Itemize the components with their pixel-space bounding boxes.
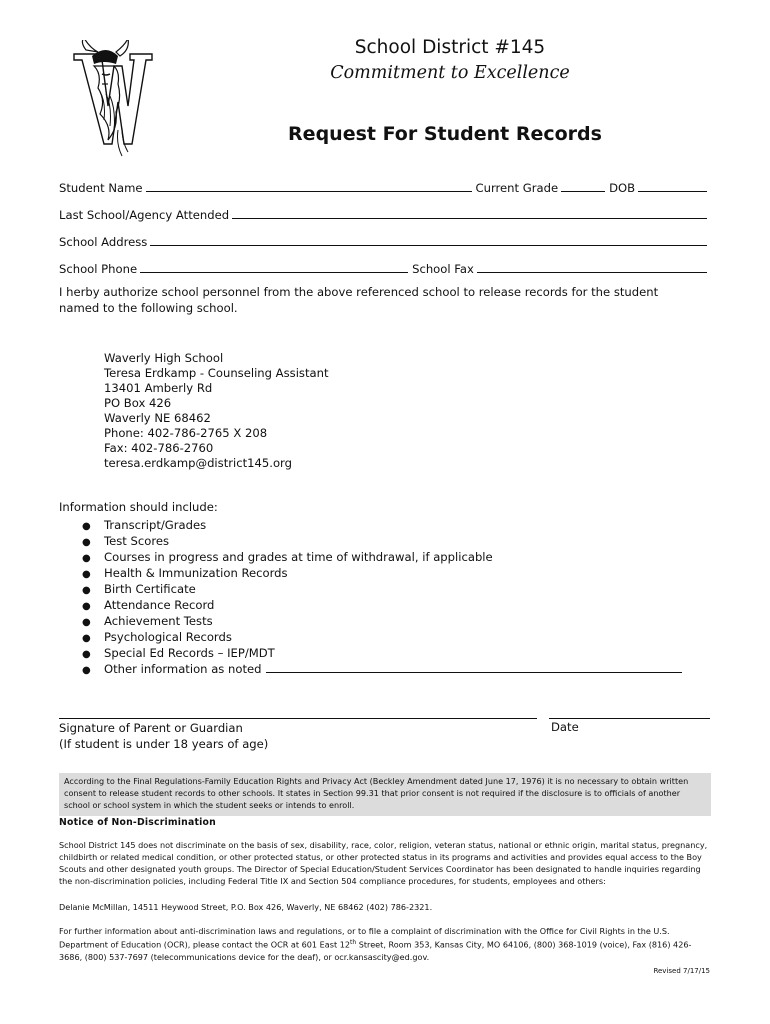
- signature-field[interactable]: [59, 718, 537, 719]
- bullet-icon: ●: [82, 585, 91, 596]
- dob-label: DOB: [609, 181, 636, 195]
- authorization-statement: I herby authorize school personnel from the above referenced school to release records for the student named to the following school.: [59, 285, 659, 315]
- list-item: ● Birth Certificate: [82, 582, 196, 596]
- recipient-address: [104, 351, 329, 471]
- school-address-field[interactable]: [150, 244, 707, 246]
- recipient-fax: Fax: 402-786-2760: [104, 441, 214, 455]
- bullet-icon: ●: [82, 649, 91, 660]
- bullet-icon: ●: [82, 633, 91, 644]
- signature-label-block: [59, 720, 268, 752]
- school-address-row: [59, 229, 711, 249]
- nondiscrimination-heading: Notice of Non-Discrimination: [59, 817, 216, 828]
- list-item: ● Other information as noted: [82, 660, 682, 676]
- bullet-icon: ●: [82, 521, 91, 532]
- bullet-icon: ●: [82, 553, 91, 564]
- nondiscrimination-body: School District 145 does not discriminate on the basis of sex, disability, race, color, religion, veteran status, national or ethnic origin, marital status, pregnancy, childbirth or related medical condition, or other protected status, or other protected status in its programs and activities and provides equal access to the Boy Scouts and other designated youth groups. The Director of Special Education/Student Services Coordinator has been designated to handle inquiries regarding the non-discrimination policies, including Federal Title IX and Section 504 compliance procedures, for students, employees and others:: [59, 840, 708, 886]
- date-field[interactable]: [549, 718, 710, 719]
- school-fax-field[interactable]: [477, 271, 707, 273]
- student-name-label: Student Name: [59, 181, 143, 195]
- recipient-school: Waverly High School: [104, 351, 224, 365]
- recipient-street: 13401 Amberly Rd: [104, 381, 213, 395]
- signature-note: (If student is under 18 years of age): [59, 737, 269, 751]
- viking-w-logo-icon: [72, 40, 154, 158]
- school-address-label: School Address: [59, 235, 148, 249]
- signature-label: Signature of Parent or Guardian: [59, 721, 243, 735]
- school-phone-field[interactable]: [140, 271, 408, 273]
- list-item: ● Special Ed Records – IEP/MDT: [82, 646, 275, 660]
- recipient-po-box: PO Box 426: [104, 396, 172, 410]
- info-heading: Information should include:: [59, 500, 218, 514]
- list-item: ● Health & Immunization Records: [82, 566, 288, 580]
- other-info-field[interactable]: [266, 671, 682, 673]
- revision-date: Revised 7/17/15: [653, 967, 710, 975]
- ocr-information: For further information about anti-discrimination laws and regulations, or to file a complaint of discrimination with the Office for Civil Rights in the U.S. Department of Education (OCR), please contact the OCR at 601 East 12th Street, Room 353, Kansas City, MO 64106, (800) 368-1019 (voice), Fax (816) 426-3686, (800) 537-7697 (telecommunications device for the deaf), or ocr.kansascity@ed.gov.: [59, 926, 692, 962]
- recipient-phone: Phone: 402-786-2765 X 208: [104, 426, 268, 440]
- school-phone-fax-row: [59, 256, 711, 276]
- last-school-label: Last School/Agency Attended: [59, 208, 230, 222]
- list-item: ● Test Scores: [82, 534, 170, 548]
- info-list: [82, 516, 682, 676]
- bullet-icon: ●: [82, 569, 91, 580]
- current-grade-field[interactable]: [561, 190, 605, 192]
- date-label: Date: [551, 720, 579, 734]
- dob-field[interactable]: [638, 190, 707, 192]
- district-motto: Commitment to Excellence: [330, 63, 570, 83]
- last-school-row: [59, 202, 711, 222]
- school-fax-label: School Fax: [412, 262, 474, 276]
- recipient-contact: Teresa Erdkamp - Counseling Assistant: [104, 366, 329, 380]
- district-name: School District #145: [354, 37, 546, 58]
- bullet-icon: ●: [82, 665, 91, 676]
- form-title: Request For Student Records: [288, 123, 602, 145]
- list-item: ● Achievement Tests: [82, 614, 213, 628]
- bullet-icon: ●: [82, 601, 91, 612]
- list-item: ● Courses in progress and grades at time of withdrawal, if applicable: [82, 550, 493, 564]
- student-info-row: [59, 175, 711, 195]
- list-item: ● Transcript/Grades: [82, 518, 207, 532]
- current-grade-label: Current Grade: [475, 181, 559, 195]
- list-item: ● Psychological Records: [82, 630, 232, 644]
- school-phone-label: School Phone: [59, 262, 138, 276]
- recipient-city: Waverly NE 68462: [104, 411, 211, 425]
- bullet-icon: ●: [82, 537, 91, 548]
- coordinator-contact: Delanie McMillan, 14511 Heywood Street, P.O. Box 426, Waverly, NE 68462 (402) 786-2321.: [59, 902, 433, 912]
- ferpa-notice: According to the Final Regulations-Family Education Rights and Privacy Act (Beckley Amendment dated June 17, 1976) it is no necessary to obtain written consent to release student records to other schools. It states in Section 99.31 that prior consent is not required if the disclosure is to officials of another school or school system in which the student seeks or intends to enroll.: [59, 773, 711, 816]
- last-school-field[interactable]: [232, 217, 707, 219]
- list-item: ● Attendance Record: [82, 598, 215, 612]
- school-logo: [72, 40, 154, 158]
- bullet-icon: ●: [82, 617, 91, 628]
- student-name-field[interactable]: [146, 190, 472, 192]
- recipient-email: teresa.erdkamp@district145.org: [104, 456, 292, 470]
